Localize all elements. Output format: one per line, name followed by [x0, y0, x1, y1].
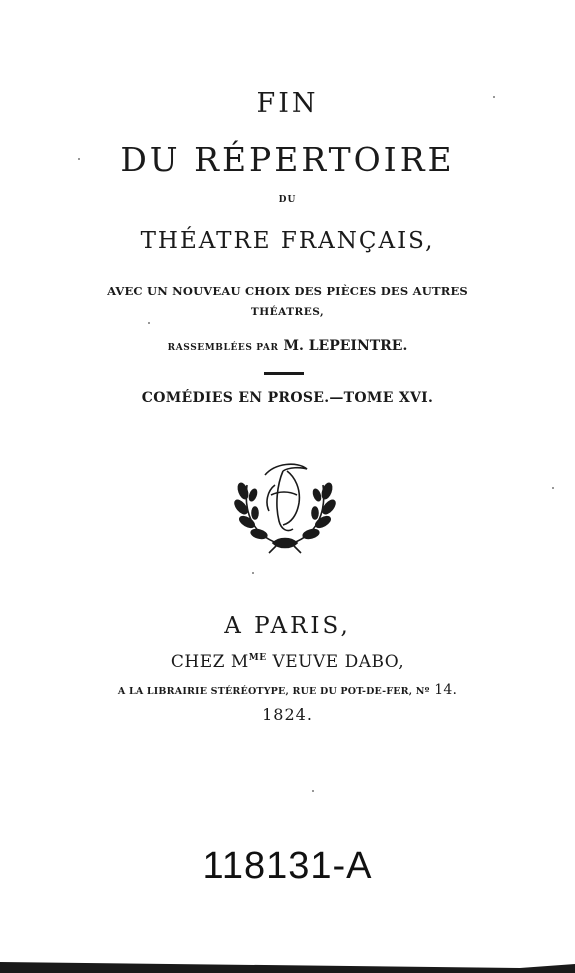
publisher-prefix: CHEZ M	[170, 652, 249, 672]
editor-name: M. LEPEINTRE.	[283, 338, 408, 354]
paper-speck	[78, 158, 80, 160]
editor-prefix: RASSEMBLÉES PAR	[167, 343, 279, 353]
paper-speck	[252, 572, 254, 574]
volume-line: COMÉDIES EN PROSE.—TOME XVI.	[141, 390, 434, 406]
title-fin: FIN	[256, 88, 319, 119]
laurel-wreath-icon	[225, 455, 345, 555]
imprint-city: A PARIS,	[224, 613, 351, 639]
imprint-publisher	[0, 652, 575, 672]
publisher-name: VEUVE DABO,	[266, 652, 405, 672]
title-rule	[264, 372, 304, 375]
editor-line	[0, 338, 575, 354]
title-repertoire: DU RÉPERTOIRE	[120, 140, 455, 179]
title-du: DU	[278, 195, 297, 205]
imprint-year: 1824.	[262, 705, 313, 724]
subtitle-avec: AVEC UN NOUVEAU CHOIX DES PIÈCES DES AUTRES	[107, 284, 468, 298]
address-text: A LA LIBRAIRIE STÉRÉOTYPE, RUE DU POT-DE-FER, Nº	[117, 686, 430, 697]
subtitle-theatres: THÉATRES,	[250, 306, 325, 318]
address-number: 14.	[429, 682, 458, 698]
page-bottom-edge	[0, 958, 575, 973]
paper-speck	[493, 96, 495, 98]
imprint-address	[0, 682, 575, 698]
library-shelfmark: 118131-A	[202, 845, 373, 887]
paper-speck	[552, 487, 554, 489]
paper-speck	[312, 790, 314, 792]
title-theatre-francais: THÉATRE FRANÇAIS,	[140, 228, 435, 254]
paper-speck	[148, 322, 150, 324]
publisher-superscript: ME	[248, 653, 267, 663]
